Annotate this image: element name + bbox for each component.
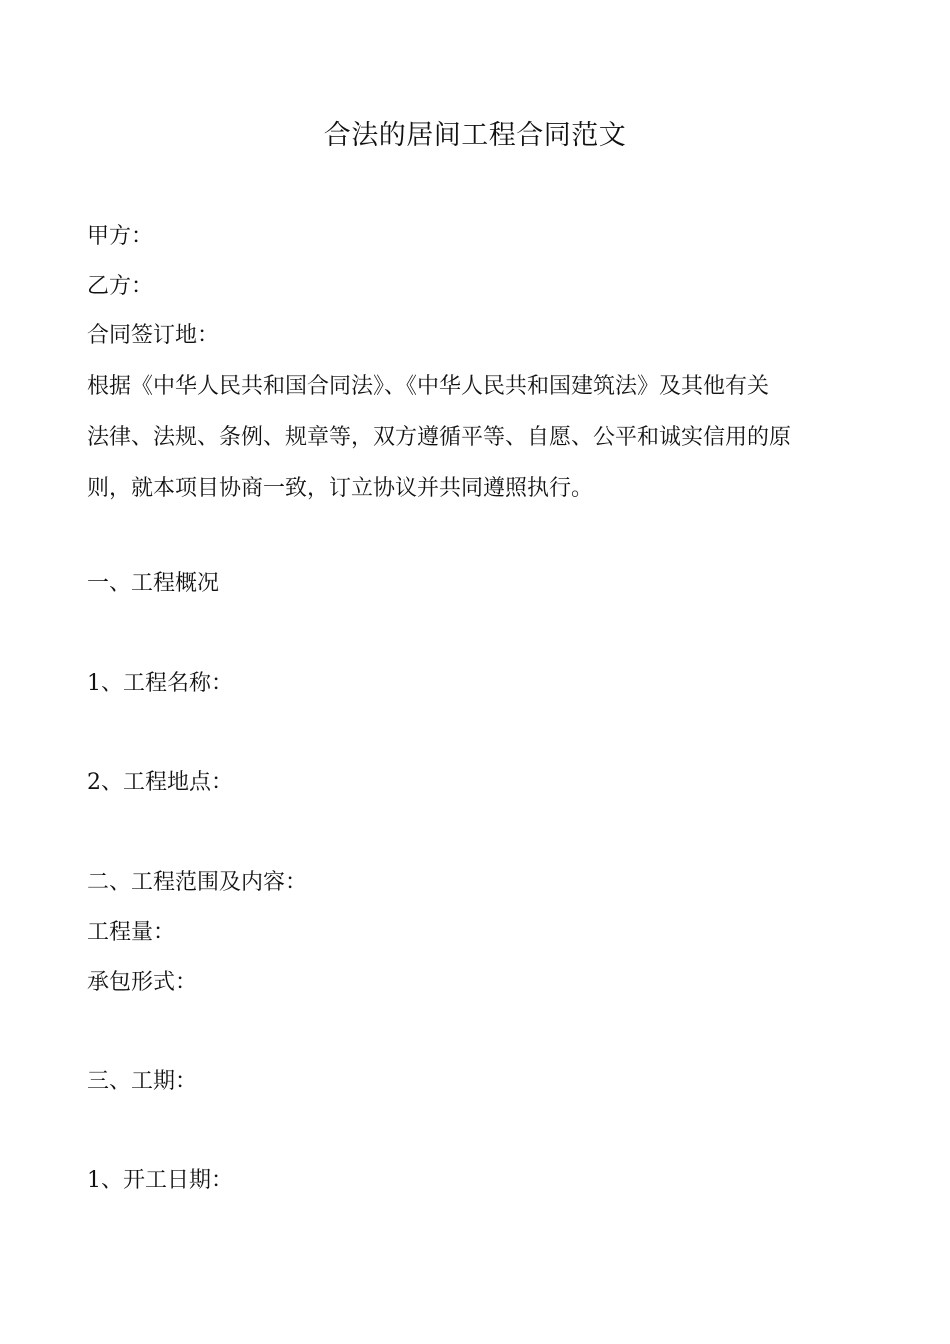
contract-form-label: 承包形式： (87, 970, 198, 995)
preamble-line: 根据《中华人民共和国合同法》、《中华人民共和国建筑法》及其他有关 (87, 374, 770, 399)
item-project-site: 2、工程地点： (87, 770, 233, 795)
preamble-paragraph (87, 361, 865, 514)
item-start-date: 1、开工日期： (87, 1168, 233, 1193)
section-heading-duration: 三、工期： (87, 1069, 198, 1094)
section-heading-scope: 二、工程范围及内容： (87, 870, 308, 895)
party-a-label: 甲方： (87, 224, 154, 249)
party-b-label: 乙方： (87, 274, 154, 299)
preamble-line: 法律、法规、条例、规章等，双方遵循平等、自愿、公平和诚实信用的原 (87, 425, 792, 450)
document-title: 合法的居间工程合同范文 (323, 120, 627, 151)
section-heading-overview: 一、工程概况 (87, 571, 220, 596)
sign-place-label: 合同签订地： (87, 323, 220, 348)
quantity-label: 工程量： (87, 920, 176, 945)
item-project-name: 1、工程名称： (87, 671, 233, 696)
preamble-line: 则，就本项目协商一致，订立协议并共同遵照执行。 (87, 476, 594, 501)
